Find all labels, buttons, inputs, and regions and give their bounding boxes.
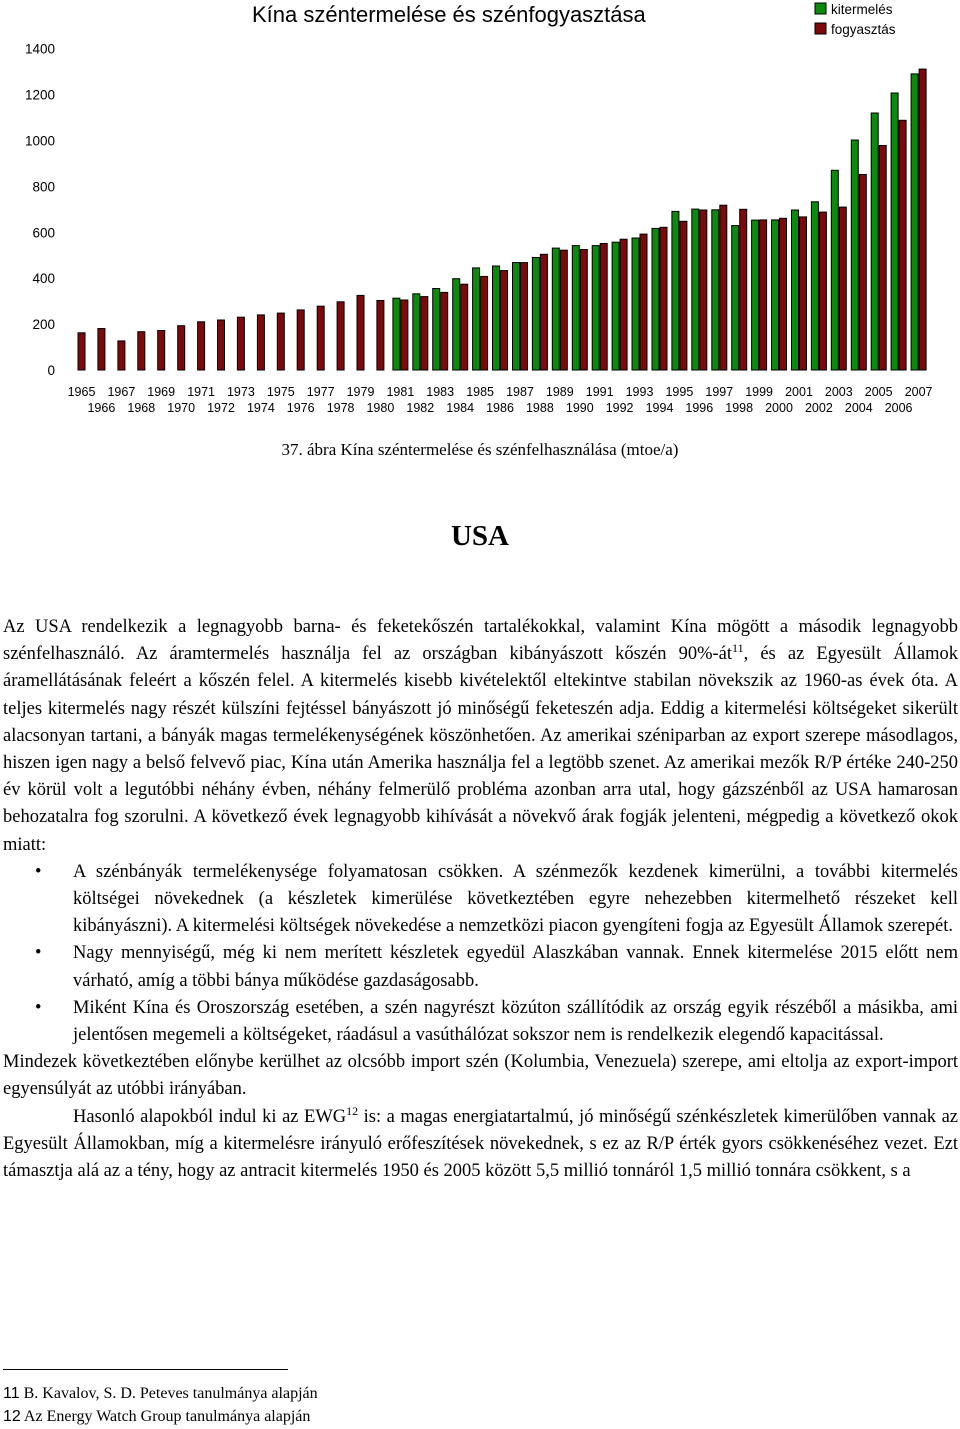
bullet-icon: • [35,861,42,882]
paragraph-ewg [3,1104,958,1186]
y-tick-label: 1400 [24,41,55,57]
bar-kitermeles-1982 [413,294,420,370]
bar-kitermeles-2006 [891,93,898,370]
list-item [3,940,958,994]
legend-label-fogyasztas: fogyasztás [831,22,896,37]
bar-kitermeles-1989 [552,248,559,370]
bar-fogyasztas-1978 [337,302,344,370]
x-tick-label: 1983 [426,385,455,399]
x-tick-label: 1994 [645,401,674,415]
bullet-icon: • [35,997,42,1018]
bar-fogyasztas-1994 [660,227,667,370]
chart-title: Kína széntermelése és szénfogyasztása [252,2,646,27]
bar-fogyasztas-1986 [501,271,508,370]
list-item-text: A szénbányák termelékenysége folyamatosan csökken. A szénmezők kezdenek kimerülni, a további kitermelés költségei növekednek (a készletek kimerülése következtében egyre nehezebben kitermelhető részeket kell kibányászni). A kitermelési költségek növekedése a nemzetközi piacon gyengíteni fogja az Egyesült Államok szerepét. [73,861,958,937]
bar-kitermeles-2004 [851,140,858,370]
x-tick-label: 1982 [406,401,435,415]
x-tick-label: 1997 [705,385,734,399]
y-tick-label: 200 [32,317,55,333]
list-item-text: Nagy mennyiségű, még ki nem merített készletek egyedül Alaszkában vannak. Ennek kitermelése 2015 előtt nem várható, amíg a többi bánya működése gazdaságosabb. [73,943,958,991]
bar-fogyasztas-2001 [800,217,807,370]
y-axis-tick-labels [25,42,55,378]
footnote-ref-11[interactable]: 11 [732,641,744,656]
x-tick-label: 1973 [226,385,255,399]
y-tick-label: 800 [32,179,55,195]
bar-kitermeles-2000 [772,220,779,370]
bar-fogyasztas-1989 [560,250,567,370]
x-tick-label: 1995 [665,385,694,399]
x-tick-label: 1980 [366,401,395,415]
bar-fogyasztas-1969 [158,331,165,371]
x-tick-label: 1977 [306,385,335,399]
bar-kitermeles-1998 [732,226,739,370]
bar-fogyasztas-1995 [680,221,687,370]
coal-bar-chart [0,0,960,425]
bar-fogyasztas-1998 [740,209,747,370]
footnote-number: 12 [3,1408,21,1425]
x-tick-label: 1979 [346,385,375,399]
x-tick-label: 1989 [545,385,574,399]
footnote-11 [3,1385,318,1403]
footnote-text: Az Energy Watch Group tanulmánya alapján [20,1408,311,1425]
bar-kitermeles-1985 [473,268,480,370]
bar-fogyasztas-1987 [521,263,528,370]
x-tick-label: 1965 [67,385,96,399]
bar-fogyasztas-1993 [640,234,647,370]
x-tick-label: 1990 [565,401,594,415]
footnote-12 [3,1408,310,1426]
bar-fogyasztas-1980 [377,301,384,371]
paragraph-usa-intro [3,614,958,859]
x-tick-label: 1974 [246,401,275,415]
bar-kitermeles-2002 [811,202,818,370]
bar-fogyasztas-2000 [780,218,787,370]
bar-kitermeles-1999 [752,220,759,370]
bar-fogyasztas-1966 [98,329,105,371]
bar-kitermeles-2005 [871,113,878,370]
bar-fogyasztas-2005 [879,146,886,371]
bar-kitermeles-2001 [792,210,799,370]
x-tick-label: 2004 [844,401,873,415]
bar-kitermeles-1983 [433,289,440,371]
paragraph-text-continued: , és az Egyesült Államok áramellátásának feleért a kőszén felel. A kitermelés kisebb kivételektől eltekintve stabilan növekszik az 1960-as évek óta. A teljes kitermelés nagy részét külszíni fejtéssel bányászott jó minőségű feketeszén adja. Eddig a kitermelési költségeket sikerült alacsonyan tartani, a bányák magas termelékenységének köszönhetően. Az amerikai széniparban az export szerepe másodlagos, hiszen igen nagy a belső felvevő piac, Kína után Amerika használja fel a legtöbb szenet. Az amerikai mezők R/P értéke 240-250 év körül volt a legutóbbi néhány évben, néhány felmerülő probléma azonban arra utal, hogy gázszénből az USA hamarosan behozatalra fog szorulni. A következő évek legnagyobb kihívását a növekvő árak fogják jelenteni, mégpedig a következő okok miatt: [3,644,959,855]
x-tick-label: 1968 [127,401,156,415]
x-tick-label: 1996 [685,401,714,415]
x-tick-label: 1986 [486,401,514,415]
bar-fogyasztas-1975 [277,313,284,370]
chart-bars [78,69,926,370]
bar-fogyasztas-2007 [919,69,926,370]
bar-fogyasztas-1965 [78,333,85,370]
list-item [3,995,958,1049]
bar-fogyasztas-2006 [899,120,906,370]
bar-kitermeles-1997 [712,210,719,370]
bar-fogyasztas-1992 [620,239,627,370]
footnote-text: B. Kavalov, S. D. Peteves tanulmánya alapján [19,1385,318,1402]
bar-fogyasztas-1988 [540,254,547,370]
x-tick-label: 1969 [147,385,176,399]
section-heading: USA [450,520,509,552]
bar-fogyasztas-1971 [198,322,205,370]
paragraph-text-continued: is: a magas energiatartalmú, jó minőségű szénkészletek kimerülőben vannak az Egyesült Államokban, míg a kitermelésre irányuló erőfeszítések növekednek, s ez az R/P érték gyors csökkenéséhez vezet. Ezt támasztja alá az a tény, hogy az antracit kitermelés 1950 és 2005 között 5,5 millió tonnáról 1,5 millió tonnára csökkent, s a [3,1106,958,1182]
footnote-separator [3,1369,288,1370]
bar-kitermeles-1995 [672,211,679,370]
bar-kitermeles-1984 [453,279,460,370]
bar-kitermeles-1987 [513,263,520,370]
paragraph-text: Hasonló alapokból indul ki az EWG [73,1106,347,1127]
list-item-text: Miként Kína és Oroszország esetében, a szén nagyrészt közúton szállítódik az ország egyik részéből a másikba, ami jelentősen megemeli a költségeket, ráadásul a vasúthálózat sokszor nem is rendelkezik elegendő kapacitással. [73,997,958,1046]
y-tick-label: 1200 [24,87,55,103]
x-tick-label: 2001 [785,385,813,399]
x-tick-label: 2000 [765,401,793,415]
bar-kitermeles-1986 [493,266,500,370]
bar-fogyasztas-1982 [421,297,428,370]
x-tick-label: 1998 [725,401,754,415]
bar-fogyasztas-1974 [257,315,264,370]
bar-kitermeles-1992 [612,242,619,370]
reasons-list [3,859,958,1049]
bar-kitermeles-2003 [831,170,838,370]
y-tick-label: 1000 [24,133,55,149]
footnote-ref-12[interactable]: 12 [346,1103,359,1118]
bar-fogyasztas-2004 [859,175,866,371]
x-tick-label: 1999 [745,385,774,399]
x-tick-label: 2006 [884,401,913,415]
legend-label-kitermeles: kitermelés [831,2,893,17]
x-tick-label: 1966 [87,401,116,415]
x-tick-label: 1984 [446,401,475,415]
paragraph-import: Mindezek következtében előnybe kerülhet az olcsóbb import szén (Kolumbia, Venezuela) szerepe, ami eltolja az export-import egyensúlyát az utóbbi irányában. [3,1052,958,1100]
x-tick-label: 1991 [585,385,614,399]
x-axis-tick-labels [68,385,933,415]
x-tick-label: 1972 [207,401,235,415]
chart-legend [815,2,896,37]
bar-kitermeles-1988 [532,258,539,371]
x-tick-label: 1967 [107,385,136,399]
bar-fogyasztas-1990 [580,250,587,371]
legend-swatch-fogyasztas [815,23,826,34]
x-tick-label: 1975 [266,385,295,399]
bar-fogyasztas-1985 [481,276,488,370]
figure-caption: 37. ábra Kína széntermelése és szénfelhasználása (mtoe/a) [281,440,679,459]
bar-kitermeles-1994 [652,228,659,370]
bar-fogyasztas-1968 [138,332,145,370]
bar-kitermeles-1990 [572,246,579,370]
x-tick-label: 1985 [466,385,495,399]
y-tick-label: 600 [32,225,55,241]
list-item [3,859,958,941]
x-tick-label: 1970 [167,401,196,415]
bar-fogyasztas-1996 [700,210,707,370]
bar-fogyasztas-2002 [819,212,826,370]
x-tick-label: 2003 [824,385,853,399]
bar-fogyasztas-2003 [839,207,846,370]
legend-swatch-kitermeles [815,3,826,14]
bar-kitermeles-1996 [692,209,699,370]
body-text [3,614,958,1185]
x-tick-label: 1988 [525,401,554,415]
y-tick-label: 400 [32,271,55,287]
bullet-icon: • [35,943,42,964]
x-tick-label: 1987 [506,385,534,399]
bar-fogyasztas-1970 [178,326,185,370]
bar-kitermeles-1993 [632,238,639,370]
x-tick-label: 2002 [804,401,833,415]
bar-fogyasztas-1991 [600,244,607,371]
x-tick-label: 1978 [326,401,355,415]
footnote-number: 11 [3,1385,20,1402]
x-tick-label: 2005 [864,385,893,399]
bar-fogyasztas-1976 [297,310,304,370]
x-tick-label: 1992 [605,401,634,415]
x-tick-label: 1981 [386,385,415,399]
x-tick-label: 1971 [187,385,216,399]
bar-fogyasztas-1972 [218,320,225,370]
bar-fogyasztas-1973 [237,317,244,370]
x-tick-label: 1976 [286,401,315,415]
bar-kitermeles-1991 [592,246,599,370]
x-tick-label: 2007 [904,385,933,399]
bar-fogyasztas-1977 [317,306,324,370]
bar-fogyasztas-1997 [720,205,727,370]
bar-kitermeles-2007 [911,74,918,370]
bar-fogyasztas-1983 [441,292,448,370]
bar-kitermeles-1981 [393,298,400,370]
bar-fogyasztas-1999 [760,220,767,370]
y-tick-label: 0 [47,363,55,378]
bar-fogyasztas-1979 [357,295,364,370]
x-tick-label: 1993 [625,385,654,399]
bar-fogyasztas-1967 [118,341,125,370]
bar-fogyasztas-1984 [461,284,468,370]
bar-fogyasztas-1981 [401,300,408,370]
paragraph-text: Az USA rendelkezik a legnagyobb barna- és feketekőszén tartalékokkal, valamint Kína mögött a második legnagyobb szénfelhasználó. Az áramtermelés használja fel az országban kibányászott kőszén 90%-át [3,617,958,665]
